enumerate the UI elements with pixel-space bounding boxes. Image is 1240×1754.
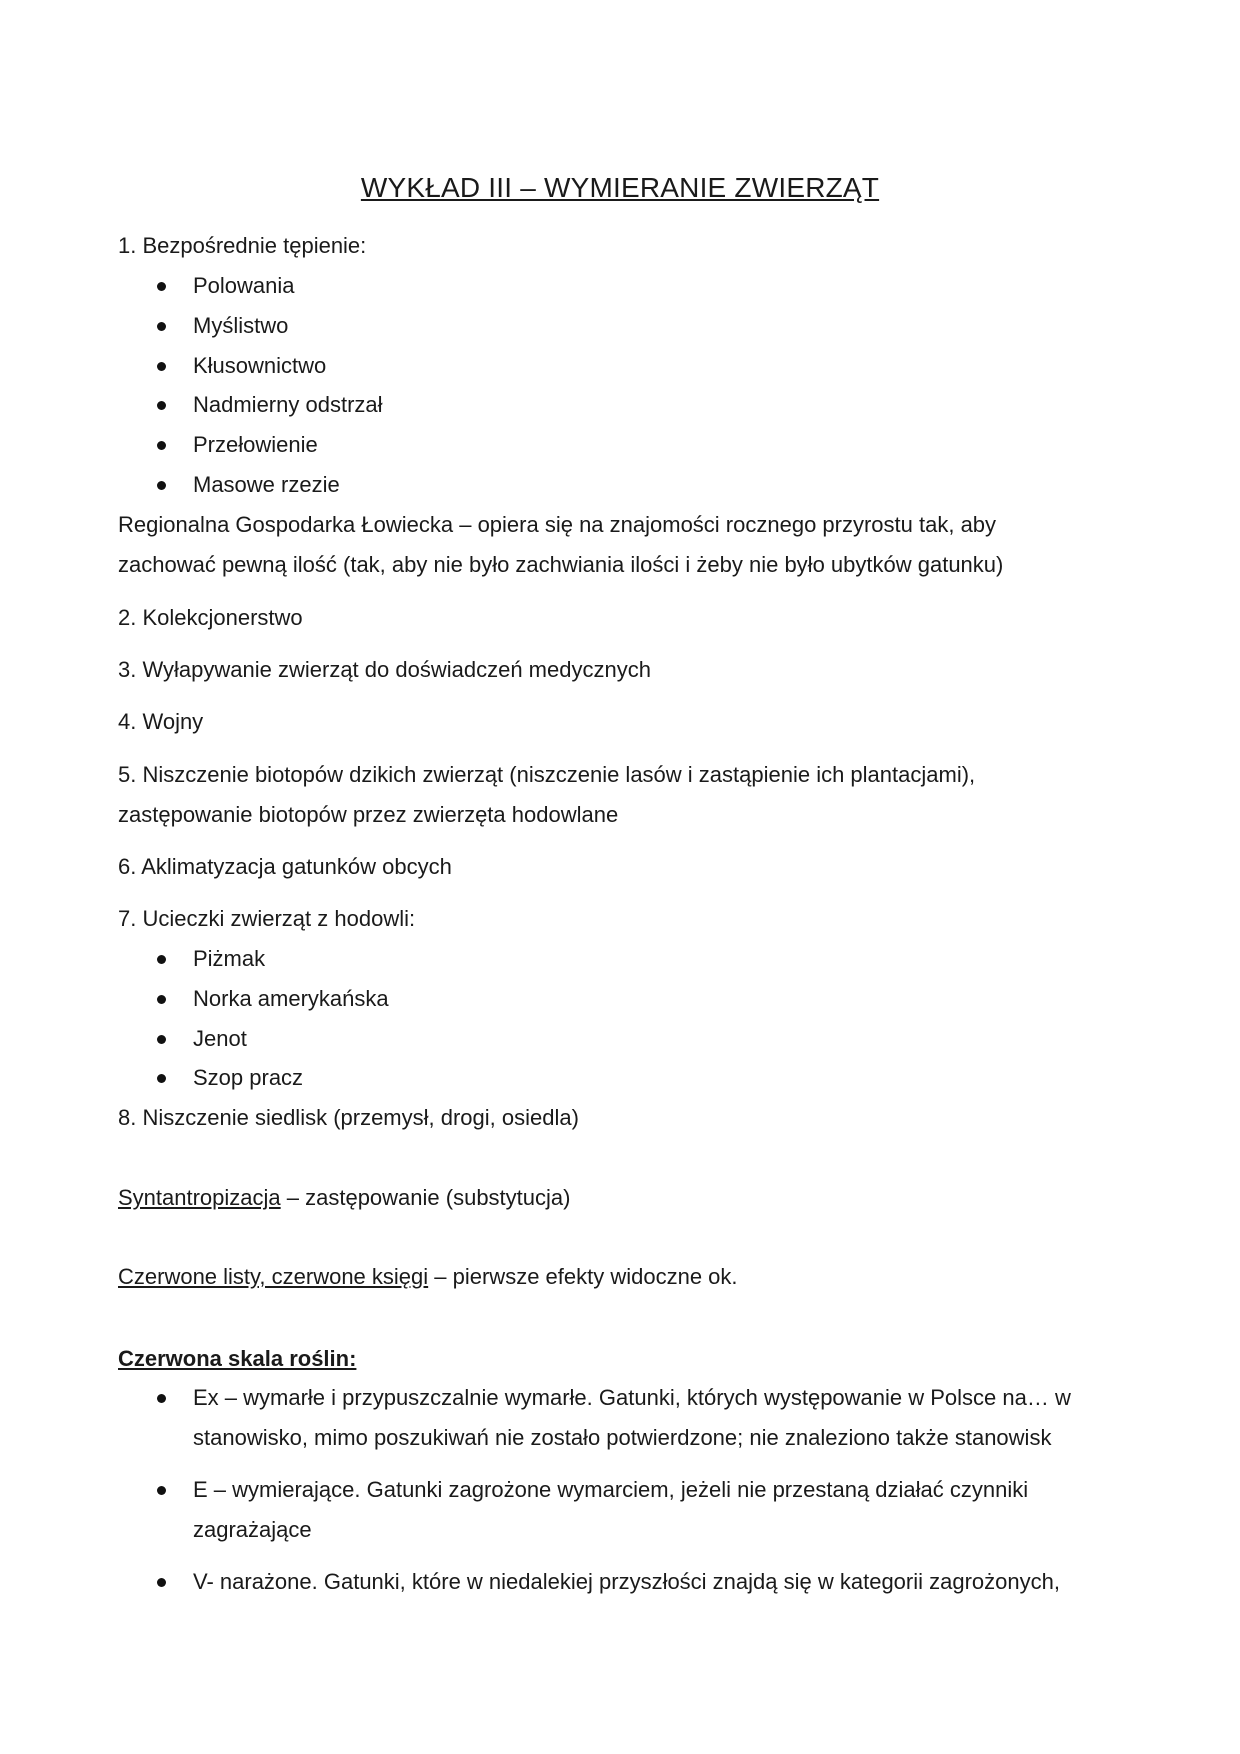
list-item-line: V- narażone. Gatunki, które w niedalekiej przyszłości znajdą się w kategorii zagrożonych, — [193, 1569, 1060, 1594]
list-item: Myślistwo — [193, 313, 289, 338]
list-item: Przełowienie — [193, 432, 318, 457]
bullet-dot-icon — [157, 995, 166, 1004]
list-item: Szop pracz — [193, 1065, 304, 1090]
item-3: 3. Wyłapywanie zwierząt do doświadczeń medycznych — [118, 657, 651, 682]
list-item-line: Ex – wymarłe i przypuszczalnie wymarłe. Gatunki, których występowanie w Polsce na… w — [193, 1385, 1071, 1410]
bullet-dot-icon — [157, 1394, 166, 1403]
item-2: 2. Kolekcjonerstwo — [118, 605, 303, 630]
syntantropizacja-line — [118, 1183, 570, 1213]
list-item: Jenot — [193, 1026, 247, 1051]
term-czerwone-listy: Czerwone listy, czerwone księgi — [118, 1264, 429, 1289]
bullet-dot-icon — [157, 1486, 166, 1495]
item-1-heading: 1. Bezpośrednie tępienie: — [118, 233, 367, 258]
bullet-dot-icon — [157, 1578, 166, 1587]
item-8: 8. Niszczenie siedlisk (przemysł, drogi, osiedla) — [118, 1105, 579, 1130]
list-item: Piżmak — [193, 946, 266, 971]
list-item: Norka amerykańska — [193, 986, 389, 1011]
bullet-dot-icon — [157, 955, 166, 964]
czerwone-listy-line — [118, 1262, 738, 1292]
paragraph-line: zachować pewną ilość (tak, aby nie było zachwiania ilości i żeby nie było ubytków gatunku) — [118, 552, 1004, 577]
item-6: 6. Aklimatyzacja gatunków obcych — [118, 854, 452, 879]
bullet-dot-icon — [157, 401, 166, 410]
bullet-dot-icon — [157, 322, 166, 331]
bullet-dot-icon — [157, 282, 166, 291]
item-5-line: zastępowanie biotopów przez zwierzęta hodowlane — [118, 802, 619, 827]
item-7-heading: 7. Ucieczki zwierząt z hodowli: — [118, 906, 416, 931]
bullet-dot-icon — [157, 1035, 166, 1044]
list-item-line: E – wymierające. Gatunki zagrożone wymarciem, jeżeli nie przestaną działać czynniki — [193, 1477, 1029, 1502]
paragraph-line: Regionalna Gospodarka Łowiecka – opiera się na znajomości rocznego przyrostu tak, aby — [118, 512, 997, 537]
definition-text: – zastępowanie (substytucja) — [280, 1185, 571, 1210]
section-heading: Czerwona skala roślin: — [118, 1346, 357, 1371]
bullet-dot-icon — [157, 362, 166, 371]
list-item: Masowe rzezie — [193, 472, 340, 497]
definition-text: – pierwsze efekty widoczne ok. — [428, 1264, 738, 1289]
bullet-dot-icon — [157, 441, 166, 450]
item-4: 4. Wojny — [118, 709, 204, 734]
list-item-line: zagrażające — [193, 1517, 312, 1542]
list-item: Polowania — [193, 273, 295, 298]
item-5-line: 5. Niszczenie biotopów dzikich zwierząt (niszczenie lasów i zastąpienie ich plantacjami), — [118, 762, 976, 787]
term-syntantropizacja: Syntantropizacja — [118, 1185, 281, 1210]
list-item: Nadmierny odstrzał — [193, 392, 383, 417]
list-item: Kłusownictwo — [193, 353, 327, 378]
list-item-line: stanowisko, mimo poszukiwań nie zostało potwierdzone; nie znaleziono także stanowisk — [193, 1425, 1052, 1450]
page-title: WYKŁAD III – WYMIERANIE ZWIERZĄT — [360, 172, 880, 203]
bullet-dot-icon — [157, 1074, 166, 1083]
bullet-dot-icon — [157, 481, 166, 490]
